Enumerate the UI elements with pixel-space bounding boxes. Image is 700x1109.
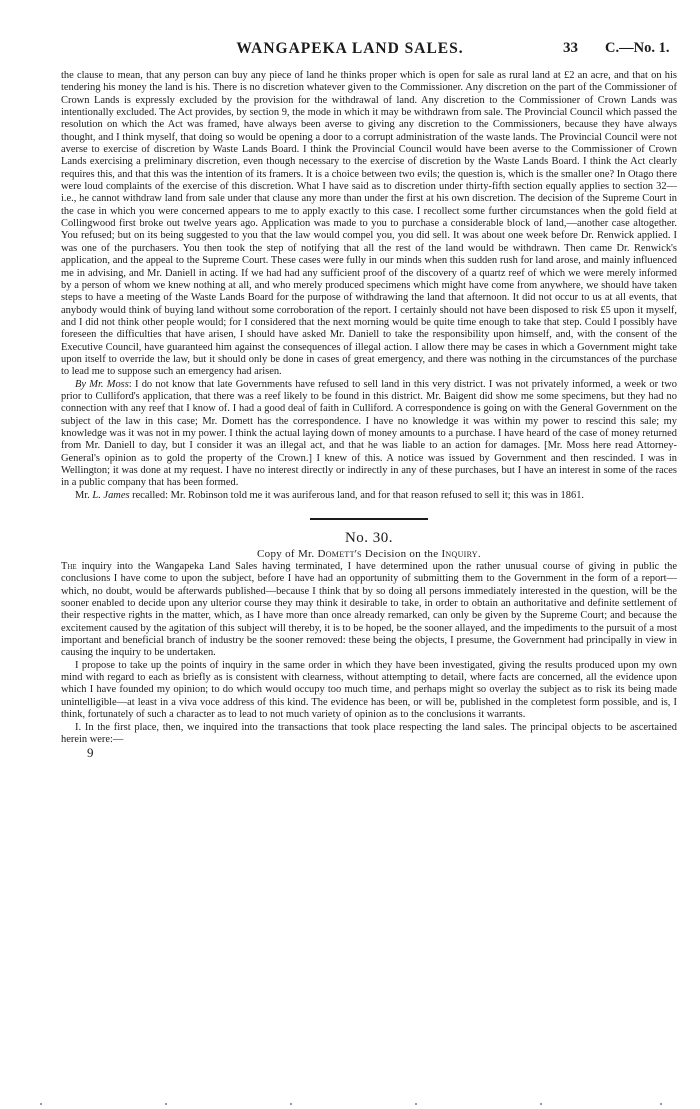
edge-mark — [415, 1103, 417, 1105]
page-body — [61, 70, 677, 760]
section-divider — [310, 518, 428, 520]
paragraph-text: inquiry into the Wangapeka Land Sales having terminated, I have determined upon the rather unusual course of giving in public the conclusions I have come to upon the subject, before I have had an opportunity of submitting them to the Government in the form of a report—which, no doubt, would be afterwards published—because I think that by so doing all persons immediately interested in the question, will be the sooner enabled to decide upon any ulterior course they may think it desirable to take, in order to obtain an authoritative and definite settlement of their respective rights in the matter, which, as I have more than once already remarked, can only be given by the Supreme Court; and because the excitement caused by the agitation of this subject will thereby, it is to be hoped, be the sooner allayed, and the impediments to the pursuit of a most important and beneficial branch of industry be the sooner removed: these being the objects, I presume, the Government had principally in view in causing the inquiry to be undertaken. — [61, 561, 677, 659]
decision-paragraph — [61, 561, 677, 660]
section-subtitle — [61, 548, 677, 560]
page-number: 33 — [563, 40, 578, 56]
evidence-paragraph: the clause to mean, that any person can buy any piece of land he thinks proper which is open for sale as rural land at £2 an acre, and that on his tendering his money the land is his. There is no discretion whatever given to the Commissioner. Any discretion on the part of the Commissioner of Crown Lands is expressly excluded by the provision for the withdrawal of land. Any discretion to the Commissioner of Crown Lands was intentionally excluded. The Act provides, by section 9, the mode in which it may be withdrawn from sale. The Provincial Council which passed the resolution on which the Act was framed, have always been averse to giving any discretion to the Commissioners, because they have always thought, and I think myself, that doing so would be opening a door to a corrupt administration of the waste lands. The Provincial Council were not averse to exercise of discretion by Waste Lands Board. I think the Provincial Council would have been averse to the Commissioner of Crown Lands exercising a preliminary discretion, even though necessary to the exercise of discretion by the Waste Lands Board. I think the Act clearly requires this, and that this was the intention of its framers. It is a choice between two evils; the question is, which is the smaller one? In Otago there were loud complaints of the exercise of this discretion. What I have said as to discretion under thirty-fifth section equally applies to section 32—i.e., he cannot withdraw land from sale under that clause any more than under the first at his own discretion. The decision of the Supreme Court in the case in which you were concerned appears to me to apply exactly to this case. I recollect some further circumstances when the gold field at Collingwood first broke out twelve years ago. Application was made to you to purchase a considerable block of land,—another case altogether. You refused; but on its being suggested to you that the law would compel you, you did sell. It was about one week before Dr. Renwick applied. I was one of the purchasers. You then took the step of notifying that all the rest of the land would be withdrawn. Then came Dr. Renwick's application, and the appeal to the Supreme Court. These cases were fully in our minds when this sudden rush for land arose, and mainly influenced me in advising, and Mr. Daniell in acting. If we had had any sufficient proof of the discovery of a quartz reef of which we were merely informed by a person of whom we knew nothing at all, and who merely produced specimens which might have come from anywhere, we should have taken steps to have a meeting of the Waste Lands Board for the purpose of withdrawing the land that afternoon. It did not occur to us at all events, that anybody would think of buying land without some corroboration of the report. I certainly should not have been disposed to risk £5 upon it myself, and I did not think other people would; for I considered that the next morning would be quite time enough to take that step. Could I possibly have foreseen the difficulties that have arisen, I should have asked Mr. Daniell to take the responsibility upon himself, and, with the consent of the Executive Council, have guaranteed him against the consequences of illegal action. I allow there may be cases in which a Government might take upon itself to override the law, but it should only be done in cases of great emergency, and there was nothing in the circumstances of the purchase to lead me to suppose such an emergency had arisen. — [61, 70, 677, 378]
signature-mark: 9 — [87, 745, 94, 761]
paragraph-lead: By Mr. — [75, 378, 107, 390]
paragraph-text: recalled: Mr. Robinson told me it was auriferous land, and for that reason refused to sell it; this was in 1861. — [129, 489, 585, 501]
examiner-name: Moss — [106, 378, 129, 390]
edge-mark — [40, 1103, 42, 1105]
document-reference: C.—No. 1. — [605, 40, 670, 56]
paragraph-lead: The — [61, 561, 77, 573]
subtitle-name: Domett's — [317, 548, 362, 561]
subtitle-text: Copy of Mr. — [257, 548, 318, 561]
edge-mark — [165, 1103, 167, 1105]
recall-paragraph — [61, 490, 677, 502]
edge-mark — [540, 1103, 542, 1105]
subtitle-word: Inquiry. — [441, 548, 481, 561]
running-title: WANGAPEKA LAND SALES. — [236, 40, 464, 57]
subtitle-text: Decision on the — [361, 548, 442, 561]
decision-paragraph: I propose to take up the points of inquiry in the same order in which they have been investigated, giving the results produced upon my own mind with regard to each as briefly as is consistent with clearness, without attempting to detail, where facts are concerned, all the evidence upon which I have founded my opinion; to do which would occupy too much time, and perhaps might so overlay the subject as to risk its being made unintelligible—at least in a viva voce address of this kind. The evidence has been, or will be, published in the completest form possible, and is, I think, fortunately of such a character as to lead to not much variety of opinion as to the conclusions it warrants. — [61, 659, 677, 721]
cross-examination-paragraph — [61, 379, 677, 490]
paragraph-lead: Mr. — [75, 489, 93, 501]
section-number: No. 30. — [344, 530, 394, 547]
witness-name: L. James — [92, 489, 130, 501]
edge-mark — [290, 1103, 292, 1105]
decision-paragraph: I. In the first place, then, we inquired into the transactions that took place respecting the land sales. The principal objects to be ascertained herein were:— — [61, 721, 677, 745]
paragraph-text: : I do not know that late Governments have refused to sell land in this very district. I was not privately informed, a week or two prior to Culliford's application, that there was a reef likely to be found in this district. Mr. Baigent did show me some specimens, but they had no connection with any reef that I know of. I had a good deal of faith in Culliford. A correspondence is going on with the General Government on the subject of the law in this case; Mr. Domett has the correspondence. I have no knowledge it was within my power to rescind this sale; my knowledge was it was not in my power. I think the actual laying down of money amounts to a purchase. I have heard of the case of money returned from Mr. Daniell to day, but I consider it was an illegal act, and that he was liable to an action for damages. [Mr. Moss here read Attorney-General's opinion as to gold the property of the Crown.] I knew of this. A notice was issued by Government and then rescinded. I was in Wellington; it was done at my request. I have no interest directly or indirectly in any of these purchases, but I have an interest in some of the races in a public company that has been formed. — [61, 378, 678, 489]
page-header — [0, 40, 700, 62]
edge-mark — [660, 1103, 662, 1105]
